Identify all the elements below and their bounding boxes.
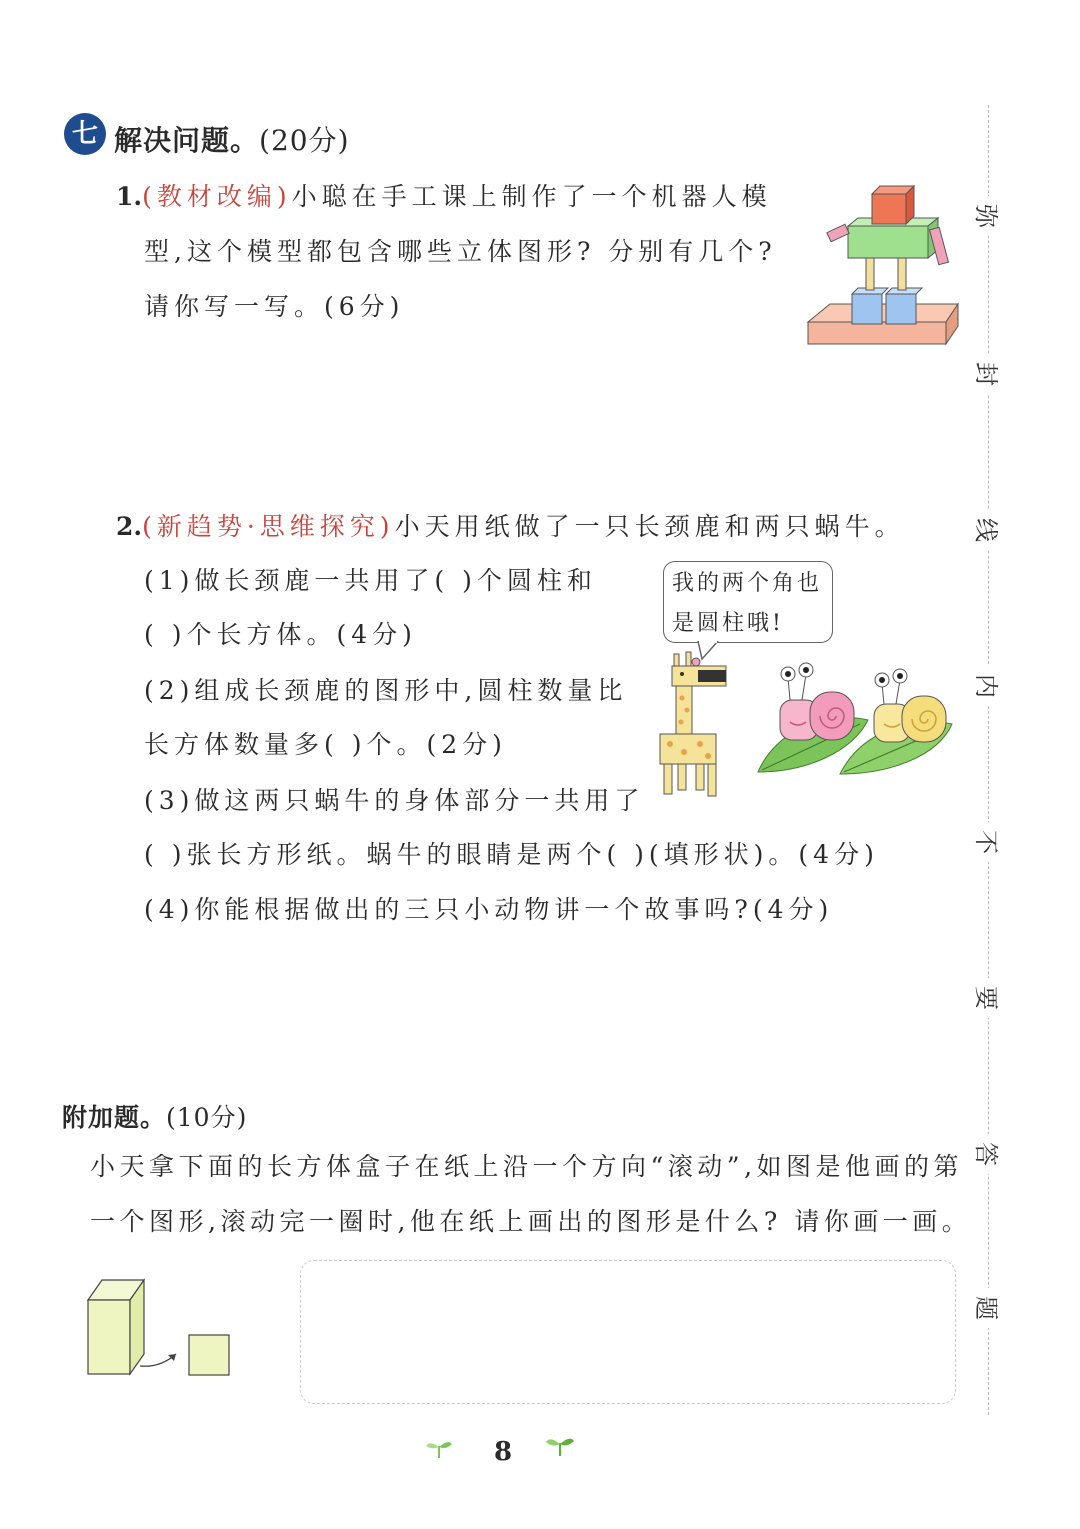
q1-tag: (教材改编) [142, 182, 292, 211]
robot-model-illustration [800, 182, 965, 350]
q2-part2-line2: 长方体数量多( )个。(2分) [144, 730, 507, 759]
seal-line [988, 105, 989, 1415]
q2-tag: (新趋势·思维探究) [142, 512, 395, 541]
section-score: (20分) [259, 124, 350, 157]
q1-line3: 请你写一写。(6分) [144, 292, 405, 321]
section-title [114, 119, 350, 159]
seal-char-8: 题 [966, 1288, 1006, 1328]
seal-char-5: 不 [966, 822, 1006, 862]
paper-snails-illustration [756, 660, 956, 776]
q2-part1-line1: (1)做长颈鹿一共用了( )个圆柱和 [144, 566, 597, 595]
q2-part4: (4)你能根据做出的三只小动物讲一个故事吗?(4分) [144, 895, 834, 924]
seal-char-3: 线 [966, 510, 1006, 550]
bonus-heading [62, 1098, 247, 1134]
bubble-line2: 是圆柱哦! [672, 611, 784, 636]
bonus-line1: 小天拿下面的长方体盒子在纸上沿一个方向“滚动”,如图是他画的第 [90, 1152, 964, 1181]
seal-char-2: 封 [966, 354, 1006, 394]
bonus-score: (10分) [166, 1103, 248, 1132]
bonus-title: 附加题。 [62, 1103, 167, 1132]
q2-part3-line1: (3)做这两只蜗牛的身体部分一共用了 [144, 786, 645, 815]
q2-number: 2. [116, 512, 143, 541]
section-title-text: 解决问题。 [114, 124, 260, 157]
page-number: 8 [494, 1437, 513, 1467]
q1-line2: 型,这个模型都包含哪些立体图形? 分别有几个? [144, 237, 777, 266]
cuboid-box-illustration [80, 1270, 240, 1382]
q2-part2-line1: (2)组成长颈鹿的图形中,圆柱数量比 [144, 676, 628, 705]
q2-part3-line2: ( )张长方形纸。蜗牛的眼睛是两个( )(填形状)。(4分) [144, 840, 879, 869]
seal-char-6: 要 [966, 978, 1006, 1018]
seal-char-7: 答 [966, 1134, 1006, 1174]
section-badge: 七 [64, 113, 106, 155]
q2-intro: 小天用纸做了一只长颈鹿和两只蜗牛。 [394, 512, 905, 541]
q2-part1-line2: ( )个长方体。(4分) [144, 620, 417, 649]
paper-giraffe-illustration [652, 650, 738, 800]
q1-text-1: 小聪在手工课上制作了一个机器人模 [291, 182, 772, 211]
q1-number: 1. [116, 182, 143, 211]
sprout-icon-right [545, 1434, 575, 1458]
speech-bubble [663, 561, 833, 643]
q2-intro-line [116, 514, 905, 539]
q1-line1 [116, 184, 772, 209]
bonus-line2: 一个图形,滚动完一圈时,他在纸上画出的图形是什么? 请你画一画。 [90, 1207, 972, 1236]
sprout-icon-left [424, 1438, 454, 1460]
drawing-answer-box[interactable] [300, 1260, 956, 1404]
seal-char-4: 内 [966, 666, 1006, 706]
seal-char-1: 弥 [966, 196, 1006, 236]
bubble-line1: 我的两个角也 [672, 571, 823, 596]
